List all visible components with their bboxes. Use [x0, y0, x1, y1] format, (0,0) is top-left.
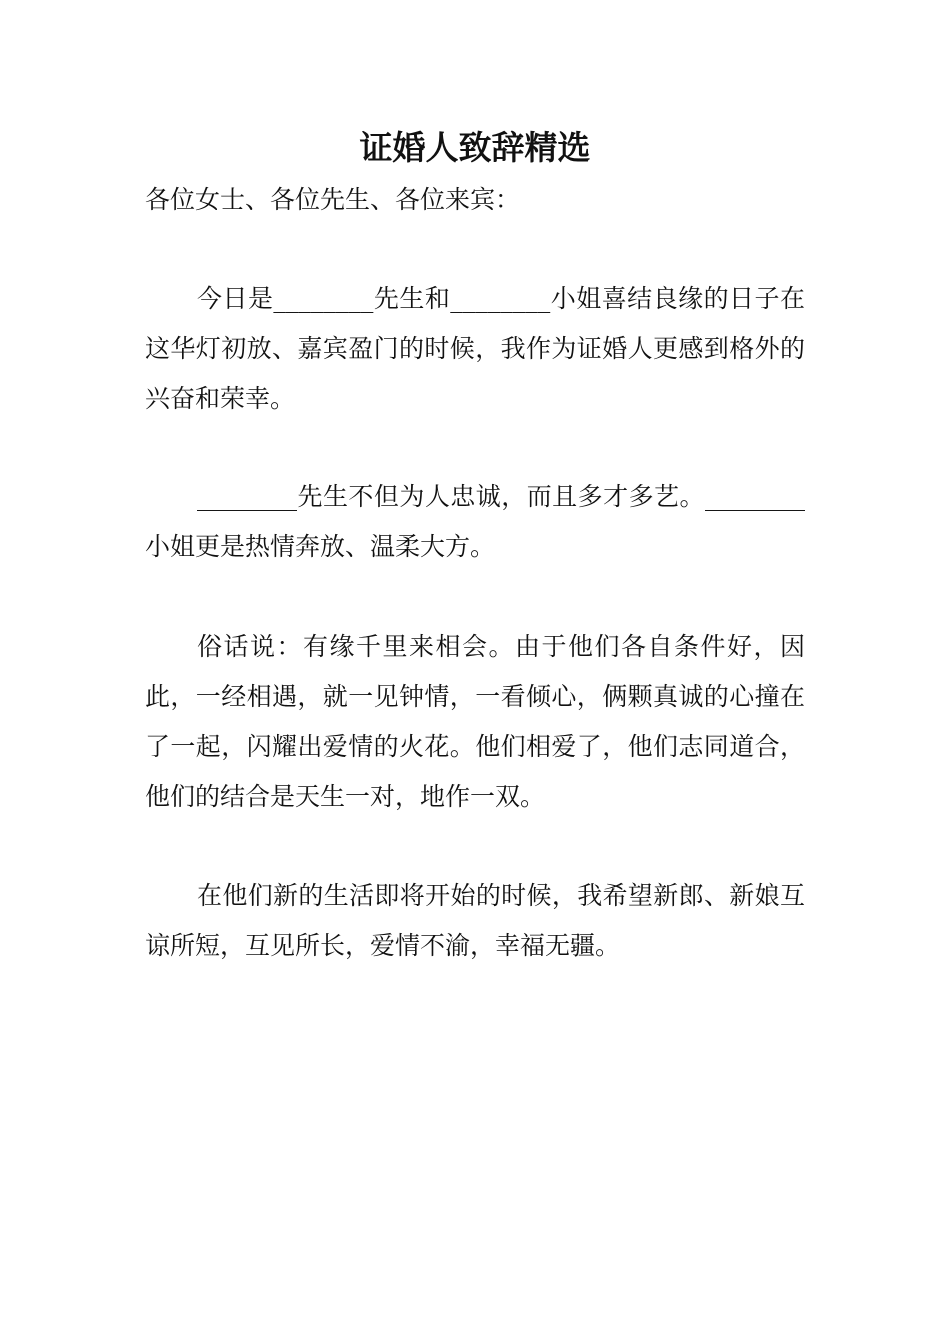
paragraph-2: ________先生不但为人忠诚，而且多才多艺。________小姐更是热情奔放、温柔大方。: [145, 482, 805, 561]
salutation: 各位女士、各位先生、各位来宾：: [145, 185, 521, 214]
paragraph-1: 今日是________先生和________小姐喜结良缘的日子在这华灯初放、嘉宾盈门的时候，我作为证婚人更感到格外的兴奋和荣幸。: [145, 284, 805, 413]
paragraph-4: 在他们新的生活即将开始的时候，我希望新郎、新娘互谅所短，互见所长，爱情不渝，幸福无疆。: [145, 881, 805, 960]
page-title: 证婚人致辞精选: [359, 128, 591, 167]
paragraph-3: 俗话说：有缘千里来相会。由于他们各自条件好，因此，一经相遇，就一见钟情，一看倾心，俩颗真诚的心撞在了一起，闪耀出爱情的火花。他们相爱了，他们志同道合，他们的结合是天生一对，地作一双。: [145, 632, 805, 811]
